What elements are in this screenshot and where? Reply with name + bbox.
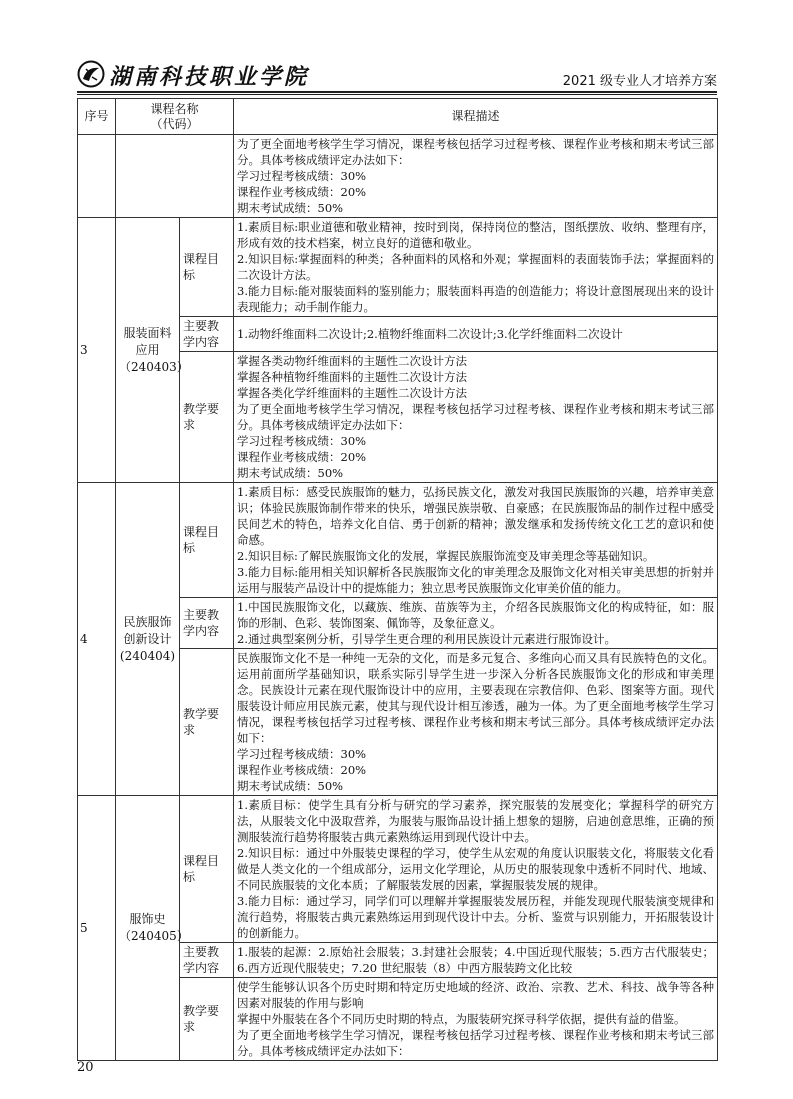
page-header (77, 58, 717, 90)
goals-label: 课程目标 (180, 218, 234, 317)
goals-label: 课程目标 (180, 483, 234, 598)
content-text: 1.服装的起源：2.原始社会服装；3.封建社会服装；4.中国近现代服装；5.西方古代服装史；6.西方近现代服装史；7.20 世纪服装（8）中西方服装跨文化比较 (234, 943, 718, 978)
table-row (78, 483, 718, 598)
plan-title: 2021 级专业人才培养方案 (562, 74, 717, 89)
table-header-row (78, 99, 718, 135)
continued-row (78, 135, 718, 218)
table-row (78, 796, 718, 943)
content-label: 主要教学内容 (180, 317, 234, 352)
header-index: 序号 (78, 99, 116, 135)
requirements-label: 教学要求 (180, 649, 234, 796)
header-course-name-line1: 课程名称 (150, 101, 199, 116)
header-course-name-line2: （代码） (150, 116, 199, 131)
course-name-cell (116, 483, 180, 796)
table-row (78, 218, 718, 317)
continued-desc: 为了更全面地考核学生学习情况，课程考核包括学习过程考核、课程作业考核和期末考试三部分。具体考核成绩评定办法如下： 学习过程考核成绩：30% 课程作业考核成绩：20% 期末考试成绩：50% (234, 135, 718, 218)
school-name: 湖南科技职业学院 (109, 64, 310, 90)
content-label: 主要教学内容 (180, 943, 234, 978)
course-code: （240403） (119, 359, 189, 374)
continued-index-cell (78, 135, 116, 218)
continued-name-cell (116, 135, 234, 218)
requirements-label: 教学要求 (180, 352, 234, 483)
content-text: 1.动物纤维面料二次设计;2.植物纤维面料二次设计;3.化学纤维面料二次设计 (234, 317, 718, 352)
course-name-cell (116, 218, 189, 483)
course-index: 3 (78, 218, 116, 483)
content-text: 1.中国民族服饰文化，以藏族、维族、苗族等为主，介绍各民族服饰文化的构成特征，如：服饰的形制、色彩、装饰图案、佩饰等，及象征意义。 2.通过典型案例分析，引导学生更合理的利用民族设计元素进行服饰设计。 (234, 598, 718, 649)
goals-text: 1.素质目标：感受民族服饰的魅力，弘扬民族文化，激发对我国民族服饰的兴趣，培养审美意识；体验民族服饰制作带来的快乐，增强民族崇敬、自豪感；在民族服饰品的制作过程中感受民间艺术的特色，培养文化自信、勇于创新的精神；激发继承和发扬传统文化工艺的意识和使命感。 2.知识目标:了解民族服饰文化的发展，掌握民族服饰流变及审美理念等基础知识。 3.能力目标:能用相关知识解析各民族服饰文化的审美理念及服饰文化对相关审美思想的折射并运用与服装产品设计中的提炼能力；独立思考民族服饰文化审美价值的能力。 (234, 483, 718, 598)
page-number: 20 (77, 1060, 94, 1075)
header-rule (77, 91, 717, 93)
course-code: (240404) (119, 648, 176, 663)
header-description: 课程描述 (234, 99, 718, 135)
course-name-cell (116, 796, 189, 1061)
content-label: 主要教学内容 (180, 598, 234, 649)
goals-text: 1.素质目标:职业道德和敬业精神，按时到岗，保持岗位的整洁，图纸摆放、收纳、整理有序，形成有效的技术档案，树立良好的道德和敬业。 2.知识目标:掌握面料的种类；各种面料的风格和外观；掌握面料的表面装饰手法；掌握面料的二次设计方法。 3.能力目标:能对服装面料的鉴别能力；服装面料再造的创造能力；将设计意图展现出来的设计表现能力；动手制作能力。 (234, 218, 718, 317)
course-name: 服饰史 (129, 912, 166, 926)
requirements-text: 使学生能够认识各个历史时期和特定历史地域的经济、政治、宗教、艺术、科技、战争等各种因素对服装的作用与影响 掌握中外服装在各个不同历史时期的特点，为服装研究探寻科学依据，提供有益的借鉴。 为了更全面地考核学生学习情况，课程考核包括学习过程考核、课程作业考核和期末考试三部分。具体考核成绩评定办法如下： (234, 978, 718, 1061)
header-rule-thin (77, 94, 717, 95)
goals-label: 课程目标 (180, 796, 234, 943)
course-code: （240405） (119, 929, 189, 943)
goals-text: 1.素质目标：使学生具有分析与研究的学习素养，探究服装的发展变化；掌握科学的研究方法，从服装文化中汲取营养，为服装与服饰品设计插上想象的翅膀，启迪创意思维，正确的预测服装流行趋势将服装古典元素熟练运用到现代设计中去。 2.知识目标：通过中外服装史课程的学习，使学生从宏观的角度认识服装文化，将服装文化看做是人类文化的一个组成部分，运用文化学理论，从历史的服装现象中透析不同时代、地域、不同民族服装的文化本质；了解服装发展的因素，掌握服装发展的规律。 3.能力目标：通过学习，同学们可以理解并掌握服装发展历程，并能发现现代服装演变规律和流行趋势，将服装古典元素熟练运用到现代设计中去。分析、鉴赏与识别能力，开拓服装设计的创新能力。 (234, 796, 718, 943)
course-name: 服装面料应用 (123, 325, 172, 357)
school-logo-icon (77, 60, 105, 88)
course-name: 民族服饰创新设计 (123, 614, 172, 646)
course-index: 4 (78, 483, 116, 796)
course-table (77, 98, 718, 1061)
header-course-name (116, 99, 234, 135)
requirements-text: 民族服饰文化不是一种纯一无杂的文化，而是多元复合、多维向心而又具有民族特色的文化。运用前面所学基础知识，联系实际引导学生进一步深入分析各民族服饰文化的形成和审美理念。民族设计元素在现代服饰设计中的应用，主要表现在宗教信仰、色彩、图案等方面。现代服装设计师应用民族元素，使其与现代设计相互渗透，融为一体。为了更全面地考核学生学习情况，课程考核包括学习过程考核、课程作业考核和期末考试三部分。具体考核成绩评定办法如下： 学习过程考核成绩：30% 课程作业考核成绩：20% 期末考试成绩：50% (234, 649, 718, 796)
course-index: 5 (78, 796, 116, 1061)
requirements-text: 掌握各类动物纤维面料的主题性二次设计方法 掌握各种植物纤维面料的主题性二次设计方法 掌握各类化学纤维面料的主题性二次设计方法 为了更全面地考核学生学习情况，课程考核包括学习过程考核、课程作业考核和期末考试三部分。具体考核成绩评定办法如下： 学习过程考核成绩：30% 课程作业考核成绩：20% 期末考试成绩：50% (234, 352, 718, 483)
requirements-label: 教学要求 (180, 978, 234, 1061)
